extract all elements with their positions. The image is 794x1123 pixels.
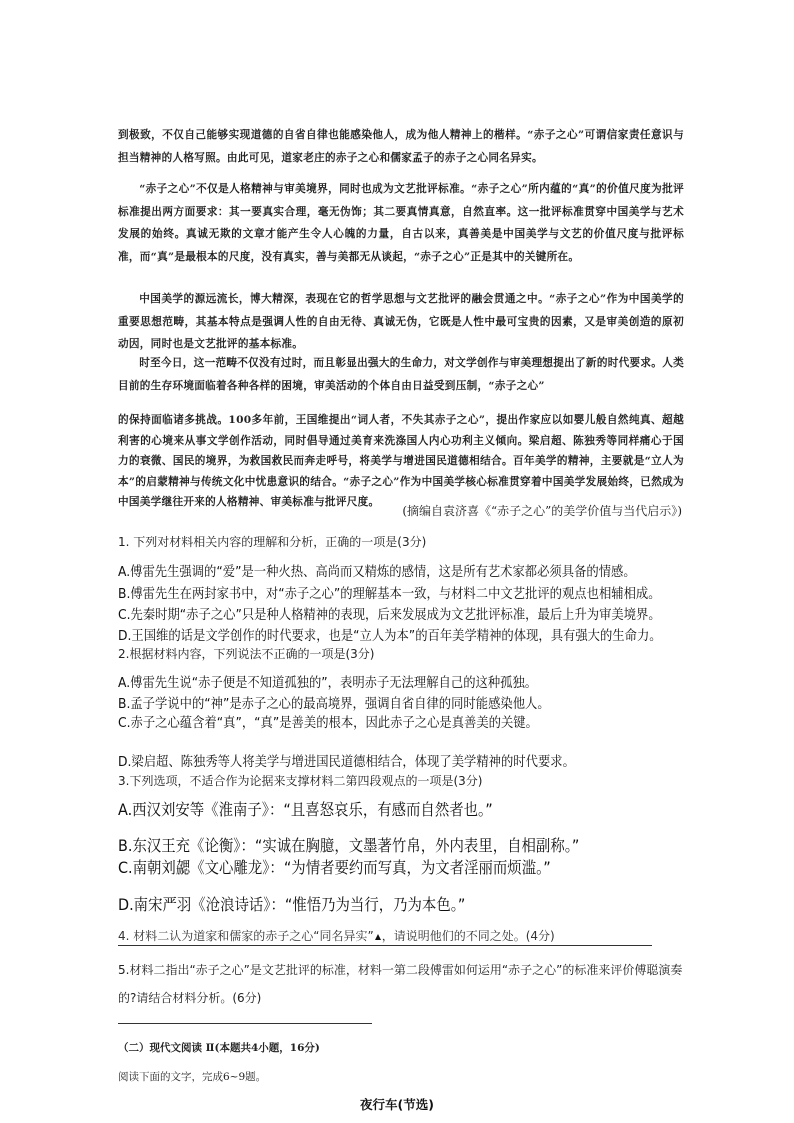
question-2-option-a[interactable]: A.傅雷先生说“赤子便是不知道孤独的”，表明赤子无法理解自己的这种孤独。 — [118, 676, 538, 691]
question-4-text-end: ，请说明他们的不同之处。(4分) — [381, 929, 555, 943]
question-3-option-d[interactable]: D.南宋严羽《沧浪诗话》：“惟悟乃为当行，乃为本色。” — [118, 895, 466, 914]
passage-title: 夜行车(节选) — [360, 1097, 434, 1112]
question-3-option-c[interactable]: C.南朝刘勰《文心雕龙》：“为情者要约而写真，为文者淫丽而烦滥。” — [118, 858, 551, 877]
passage-paragraph-2: “赤子之心”不仅是人格精神与审美境界，同时也成为文艺批评标准。“赤子之心”所内蕴的“真”的价值尺度为批评标准提出两方面要求：其一要真实合理，毫无伪饰；其二要真情真意，自然直率。这一批评标准贯穿中国美学与艺术发展的始终。真诚无欺的文章才能产生令人心魄的力量，自古以来，真善美是中国美学与文艺的价值尺度与批评标准，而“真”是最根本的尺度，没有真实，善与美都无从谈起，“赤子之心”正是其中的关键所在。 — [118, 183, 684, 263]
passage-paragraph-1: 到极致，不仅自己能够实现道德的自省自律也能感染他人，成为他人精神上的楷样。“赤子之心”可谓信家责任意识与担当精神的人格写照。由此可见，道家老庄的赤子之心和儒家孟子的赤子之心同名异实。 — [118, 129, 684, 164]
question-4 — [118, 927, 652, 946]
question-2-option-d[interactable]: D.梁启超、陈独秀等人将美学与增进国民道德相结合，体现了美学精神的时代要求。 — [118, 755, 575, 770]
question-3-stem: 3.下列选项，不适合作为论据来支撑材料二第四段观点的一项是(3分) — [118, 774, 483, 788]
passage-citation: (摘编自袁济喜《“赤子之心”的美学价值与当代启示》) — [402, 504, 682, 518]
question-3-option-a[interactable]: A.西汉刘安等《淮南子》：“且喜怒哀乐，有感而自然者也。” — [118, 800, 493, 819]
question-1-option-d[interactable]: D.王国维的话是文学创作的时代要求，也是“立人为本”的百年美学精神的体现，具有强大的生命力。 — [118, 629, 662, 644]
section-instruction: 阅读下面的文字，完成6~9题。 — [118, 1071, 267, 1083]
section-heading: （二）现代文阅读 Ⅱ(本题共4小题，16分) — [118, 1042, 320, 1054]
question-1-option-c[interactable]: C.先秦时期“赤子之心”只是种人格精神的表现，后来发展成为文艺批评标准，最后上升为审美境界。 — [118, 608, 661, 623]
passage-paragraph-4: 时至今日，这一范畴不仅没有过时，而且彰显出强大的生命力，对文学创作与审美理想提出了新的时代要求。人类目前的生存环境面临着各种各样的困境，审美活动的个体自由日益受到压制，“赤子之心” — [118, 357, 684, 392]
question-1-stem: 1. 下列对材料相关内容的理解和分析，正确的一项是(3分) — [118, 535, 427, 549]
section-divider — [118, 1023, 372, 1024]
question-1-option-b[interactable]: B.傅雷先生在两封家书中，对“赤子之心”的理解基本一致，与材料二中文艺批评的观点也相辅相成。 — [118, 587, 661, 602]
question-5: 5.材料二指出“赤子之心”是文艺批评的标准，材料一第二段傅雷如何运用“赤子之心”的标准来评价傅聪演奏的?请结合材料分析。(6分) — [118, 963, 683, 1005]
passage-paragraph-3: 中国美学的源远流长，博大精深，表现在它的哲学思想与文艺批评的融会贯通之中。“赤子之心”作为中国美学的重要思想范畴，其基本特点是强调人性的自由无待、真诚无伪，它既是人性中最可宝贵的因素，又是审美创造的原初动因，同时也是文艺批评的基本标准。 — [118, 293, 684, 350]
question-2-option-b[interactable]: B.孟子学说中的“神”是赤子之心的最高境界，强调自省自律的同时能感染他人。 — [118, 697, 550, 712]
question-1-option-a[interactable]: A.傅雷先生强调的“爱”是一种火热、高尚而又精炼的感情，这是所有艺术家都必须具备的情感。 — [118, 565, 636, 580]
question-4-text-start: 4. 材料二认为道家和儒家的赤子之心“同名异实” — [118, 929, 374, 943]
question-2-option-c[interactable]: C.赤子之心蕴含着“真”，“真”是善美的根本，因此赤子之心是真善美的关键。 — [118, 716, 538, 731]
passage-paragraph-5: 的保持面临诸多挑战。100多年前，王国维提出“词人者，不失其赤子之心”，提出作家应以如婴儿般自然纯真、超越利害的心境来从事文学创作活动，同时倡导通过美育来洗涤国人内心功利主义倾向。梁启超、陈独秀等同样痛心于国力的衰微、国民的境界，为救国救民而奔走呼号，将美学与增进国民道德相结合。百年美学的精神，主要就是“立人为本”的启蒙精神与传统文化中忧患意识的结合。“赤子之心”作为中国美学核心标准贯穿着中国美学发展始终，已然成为中国美学继往开来的人格精神、审美标准与批评尺度。 — [118, 414, 684, 508]
caret-icon — [375, 934, 381, 940]
question-2-stem: 2.根据材料内容，下列说法不正确的一项是(3分) — [118, 647, 375, 661]
question-3-option-b[interactable]: B.东汉王充《论衡》：“实诚在胸臆，文墨著竹帛，外内表里，自相副称。” — [118, 836, 580, 855]
